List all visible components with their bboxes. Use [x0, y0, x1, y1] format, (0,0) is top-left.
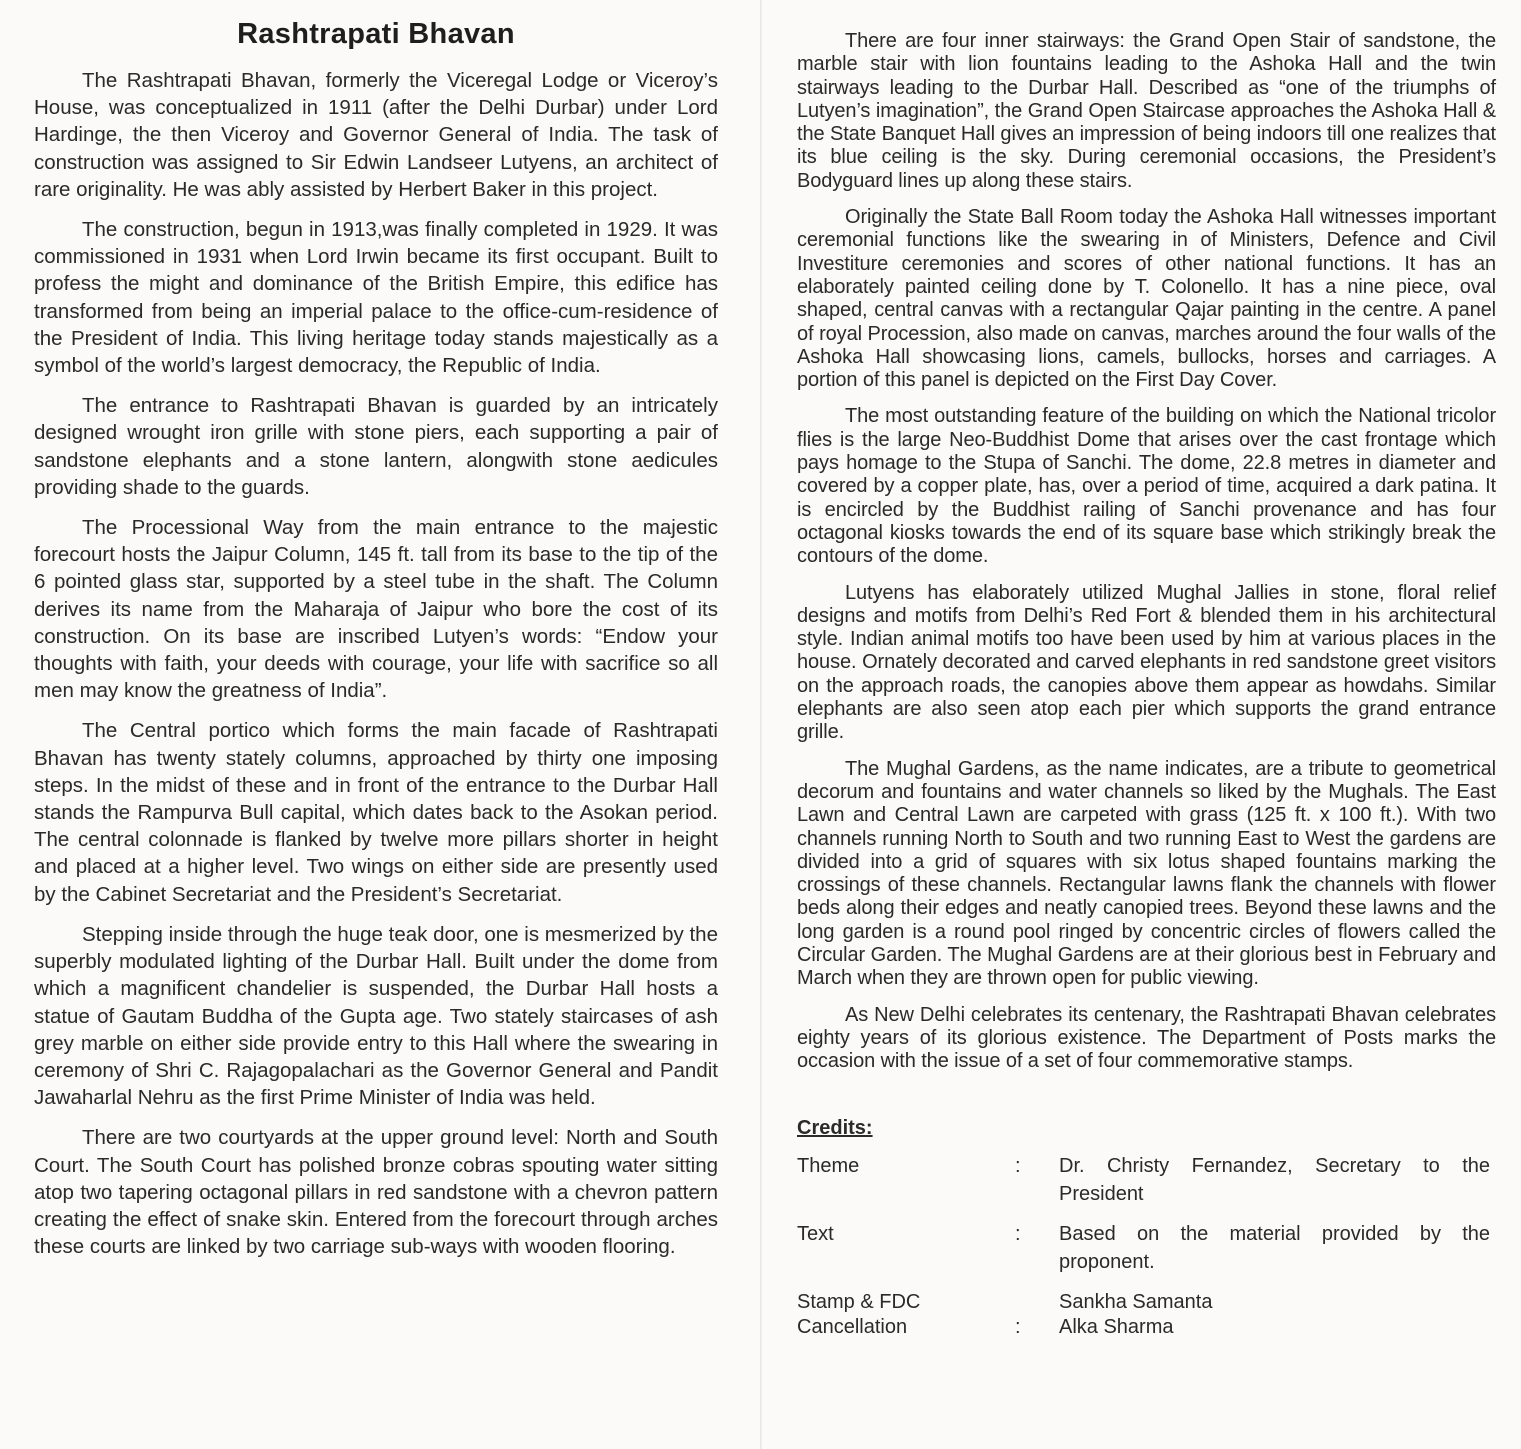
right-column	[797, 0, 1496, 1340]
credit-theme-label: Theme	[797, 1155, 860, 1178]
paragraph-3: The entrance to Rashtrapati Bhavan is guarded by an intricately designed wrought iron grille with stone piers, each supporting a pair of sandstone elephants and a stone lantern, alongwith stone aedicules providing shade to the guards.	[34, 394, 718, 499]
left-column	[34, 0, 718, 1260]
credit-stamp-value-line-2: Alka Sharma	[1059, 1316, 1174, 1339]
credit-text	[797, 1220, 1496, 1276]
page-fold	[760, 0, 762, 1449]
credit-stamp-label-line-1: Stamp & FDC	[797, 1291, 921, 1314]
credit-theme-value: Dr. Christy Fernandez, Secretary to the President	[1059, 1155, 1490, 1206]
page-title: Rashtrapati Bhavan	[237, 18, 515, 50]
credit-separator: :	[1015, 1223, 1021, 1246]
credit-stamp-value	[1059, 1290, 1496, 1340]
credit-separator: :	[1015, 1316, 1021, 1339]
paragraph-4: The Processional Way from the main entrance to the majestic forecourt hosts the Jaipur Column, 145 ft. tall from its base to the tip of the 6 pointed glass star, supported by a steel tube in the shaft. The Column derives its name from the Maharaja of Jaipur who bore the cost of its construction. On its base are inscribed Lutyen’s words: “Endow your thoughts with faith, your deeds with courage, your life with sacrifice so all men may know the greatness of India”.	[34, 516, 718, 703]
paragraph-11: Lutyens has elaborately utilized Mughal Jallies in stone, floral relief designs and motifs from Delhi’s Red Fort & blended them in his architectural style. Indian animal motifs too have been used by him at various places in the house. Ornately decorated and carved elephants in red sandstone greet visitors on the approach roads, the canopies above them appear as howdahs. Similar elephants are also seen atop each pier which supports the grand entrance grille.	[797, 581, 1496, 744]
paragraph-9: Originally the State Ball Room today the Ashoka Hall witnesses important ceremonial functions like the swearing in of Ministers, Defence and Civil Investiture ceremonies and scores of other national functions. It has an elaborately painted ceiling done by T. Colonello. It has a nine piece, oval shaped, central canvas with a rectangular Qajar painting in the centre. A panel of royal Procession, also made on canvas, marches around the four walls of the Ashoka Hall showcasing lions, camels, bullocks, horses and carriages. A portion of this panel is depicted on the First Day Cover.	[797, 206, 1496, 392]
credit-text-label: Text	[797, 1223, 834, 1246]
paragraph-6: Stepping inside through the huge teak door, one is mesmerized by the superbly modulated lighting of the Durbar Hall. Built under the dome from which a magnificent chandelier is suspended, the Durbar Hall hosts a statue of Gautam Buddha of the Gupta age. Two stately staircases of ash grey marble on either side provide entry to this Hall where the swearing in ceremony of Shri C. Rajagopalachari as the Governor General and Pandit Jawaharlal Nehru as the first Prime Minister of India was held.	[34, 922, 718, 1110]
paragraph-2: The construction, begun in 1913,was finally completed in 1929. It was commissioned in 1931 when Lord Irwin became its first occupant. Built to profess the might and dominance of the British Empire, this edifice has transformed from being an imperial palace to the office-cum-residence of the President of India. This living heritage today stands majestically as a symbol of the world’s largest democracy, the Republic of India.	[34, 218, 718, 378]
paragraph-12: The Mughal Gardens, as the name indicates, are a tribute to geometrical decorum and fountains and water channels so liked by the Mughals. The East Lawn and Central Lawn are carpeted with grass (125 ft. x 100 ft.). With two channels running North to South and two running East to West the gardens are divided into a grid of squares with six lotus shaped fountains marking the crossings of these channels. Rectangular lawns flank the channels with flower beds along their edges and neatly canopied trees. Beyond these lawns and the long garden is a round pool ringed by concentric circles of flowers called the Circular Garden. The Mughal Gardens are at their glorious best in February and March when they are thrown open for public viewing.	[797, 757, 1496, 990]
paragraph-1: The Rashtrapati Bhavan, formerly the Viceregal Lodge or Viceroy’s House, was conceptualized in 1911 (after the Delhi Durbar) under Lord Hardinge, the then Viceroy and Governor General of India. The task of construction was assigned to Sir Edwin Landseer Lutyens, an architect of rare originality. He was ably assisted by Herbert Baker in this project.	[34, 69, 718, 201]
credit-stamp-label-line-2: Cancellation	[797, 1316, 908, 1339]
credit-stamp-label	[797, 1290, 1015, 1340]
credit-text-value: Based on the material provided by the proponent.	[1059, 1223, 1490, 1274]
credit-separator: :	[1015, 1155, 1021, 1178]
credit-stamp-value-line-1: Sankha Samanta	[1059, 1291, 1213, 1314]
paragraph-8: There are four inner stairways: the Grand Open Stair of sandstone, the marble stair with lion fountains leading to the Ashoka Hall and the twin stairways leading to the Durbar Hall. Described as “one of the triumphs of Lutyen’s imagination”, the Grand Open Staircase approaches the Ashoka Hall & the State Banquet Hall gives an impression of being indoors till one realizes that its blue ceiling is the sky. During ceremonial occasions, the President’s Bodyguard lines up along these stairs.	[797, 30, 1496, 192]
paragraph-10: The most outstanding feature of the building on which the National tricolor flies is the large Neo-Buddhist Dome that arises over the cast frontage which pays homage to the Stupa of Sanchi. The dome, 22.8 metres in diameter and covered by a copper plate, has, over a period of time, acquired a dark patina. It is encircled by the Buddhist railing of Sanchi provenance and has four octagonal kiosks towards the end of its square base which strikingly break the contours of the dome.	[797, 405, 1496, 568]
credit-stamp	[797, 1290, 1496, 1340]
credits-heading: Credits:	[797, 1117, 873, 1140]
paragraph-5: The Central portico which forms the main facade of Rashtrapati Bhavan has twenty stately columns, approached by thirty one imposing steps. In the midst of these and in front of the entrance to the Durbar Hall stands the Rampurva Bull capital, which dates back to the Asokan period. The central colonnade is flanked by twelve more pillars shorter in height and placed at a higher level. Two wings on either side are presently used by the Cabinet Secretariat and the President’s Secretariat.	[34, 719, 718, 906]
credit-theme	[797, 1152, 1496, 1208]
paragraph-13: As New Delhi celebrates its centenary, the Rashtrapati Bhavan celebrates eighty years of its glorious existence. The Department of Posts marks the occasion with the issue of a set of four commemorative stamps.	[797, 1003, 1496, 1073]
paragraph-7: There are two courtyards at the upper ground level: North and South Court. The South Court has polished bronze cobras spouting water sitting atop two tapering octagonal pillars in red sandstone with a chevron pattern creating the effect of snake skin. Entered from the forecourt through arches these courts are linked by two carriage sub-ways with wooden flooring.	[34, 1126, 718, 1259]
